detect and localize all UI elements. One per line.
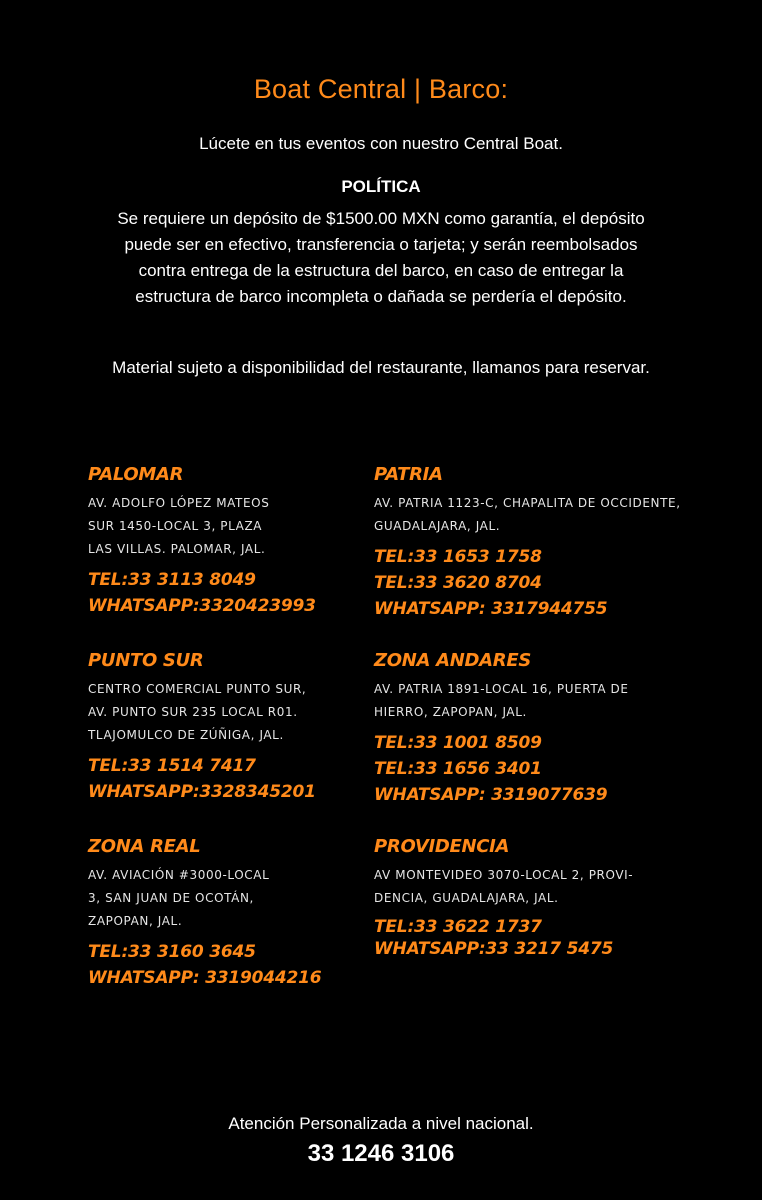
availability-note: Material sujeto a disponibilidad del restaurante, llamanos para reservar. [112, 358, 650, 377]
branch-name: PALOMAR [88, 464, 184, 485]
branch-name: PROVIDENCIA [374, 836, 510, 857]
branch-address: AV. AVIACIÓN #3000-LOCAL 3, SAN JUAN DE OCOTÁN, ZAPOPAN, JAL. [88, 868, 270, 928]
footer-note: Atención Personalizada a nivel nacional. [228, 1114, 534, 1133]
branch-zona-real [88, 836, 408, 991]
phone-link[interactable]: TEL:33 3113 8049 [88, 570, 256, 590]
whatsapp-link[interactable]: WHATSAPP:3320423993 [88, 596, 316, 616]
whatsapp-link[interactable]: WHATSAPP: 3317944755 [374, 599, 608, 619]
phone-link[interactable]: TEL:33 3620 8704 [374, 573, 542, 593]
branch-name: PATRIA [374, 464, 443, 485]
whatsapp-link[interactable]: WHATSAPP: 3319044216 [88, 968, 322, 988]
whatsapp-link[interactable]: WHATSAPP: 3319077639 [374, 785, 608, 805]
branch-phones [374, 916, 714, 960]
branch-punto-sur [88, 650, 408, 805]
policy-text: Se requiere un depósito de $1500.00 MXN como garantía, el depósito puede ser en efectivo, transferencia o tarjeta; y serán reembolsados contra entrega de la estructura del barco, en caso de entregar la estructura de barco incompleta o dañada se perdería el depósito. [117, 209, 645, 306]
branch-name: ZONA REAL [88, 836, 201, 857]
branch-phones [88, 939, 408, 991]
policy-heading: POLÍTICA [341, 177, 421, 196]
branch-zona-andares [374, 650, 714, 808]
branch-providencia [374, 836, 714, 960]
branch-phones [374, 544, 714, 622]
phone-link[interactable]: TEL:33 3160 3645 [88, 942, 256, 962]
branch-phones [88, 567, 408, 619]
branch-name: ZONA ANDARES [374, 650, 532, 671]
phone-link[interactable]: TEL:33 1656 3401 [374, 759, 542, 779]
branch-phones [88, 753, 408, 805]
whatsapp-link[interactable]: WHATSAPP:33 3217 5475 [374, 939, 614, 959]
branch-name: PUNTO SUR [88, 650, 204, 671]
phone-link[interactable]: TEL:33 3622 1737 [374, 917, 542, 937]
branch-address: AV. ADOLFO LÓPEZ MATEOS SUR 1450-LOCAL 3, PLAZA LAS VILLAS. PALOMAR, JAL. [88, 496, 270, 556]
page-subtitle: Lúcete en tus eventos con nuestro Central Boat. [199, 134, 563, 153]
branch-address: AV MONTEVIDEO 3070-LOCAL 2, PROVI- DENCIA, GUADALAJARA, JAL. [374, 868, 634, 905]
footer-phone[interactable]: 33 1246 3106 [307, 1140, 455, 1167]
phone-link[interactable]: TEL:33 1001 8509 [374, 733, 542, 753]
branch-address: AV. PATRIA 1123-C, CHAPALITA DE OCCIDENTE, GUADALAJARA, JAL. [374, 496, 681, 533]
page-title: Boat Central | Barco: [253, 74, 509, 104]
branch-palomar [88, 464, 408, 619]
branch-patria [374, 464, 714, 622]
phone-link[interactable]: TEL:33 1514 7417 [88, 756, 256, 776]
whatsapp-link[interactable]: WHATSAPP:3328345201 [88, 782, 316, 802]
branch-address: AV. PATRIA 1891-LOCAL 16, PUERTA DE HIERRO, ZAPOPAN, JAL. [374, 682, 629, 719]
phone-link[interactable]: TEL:33 1653 1758 [374, 547, 542, 567]
branch-phones [374, 730, 714, 808]
branch-address: CENTRO COMERCIAL PUNTO SUR, AV. PUNTO SUR 235 LOCAL R01. TLAJOMULCO DE ZÚÑIGA, JAL. [88, 682, 307, 742]
